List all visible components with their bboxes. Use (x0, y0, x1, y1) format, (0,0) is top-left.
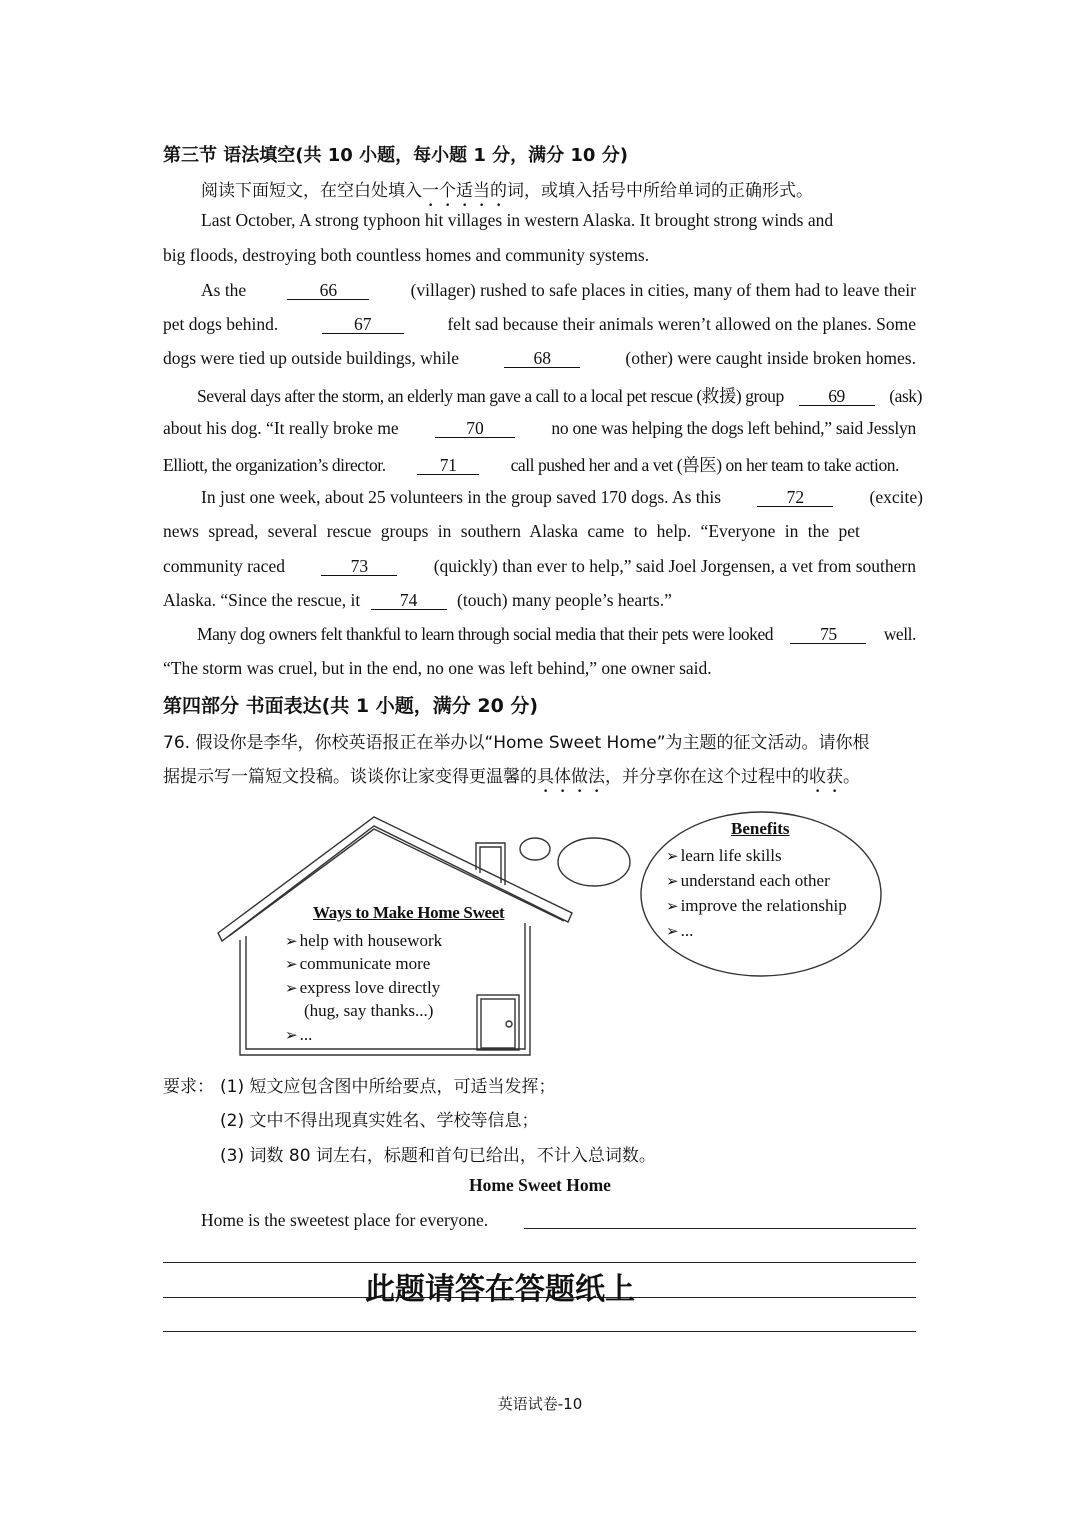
requirement-item: (1) 短文应包含图中所给要点，可适当发挥； (220, 1077, 556, 1097)
p3-text: Elliott, the organization’s director. (163, 455, 386, 475)
house-item-text: ... (299, 1025, 313, 1044)
p4-text: (touch) many people’s hearts.” (457, 590, 672, 610)
page-footer: 英语试卷-10 (497, 1395, 583, 1413)
bubble-item-text: learn life skills (680, 846, 782, 865)
essay-first-sentence: Home is the sweetest place for everyone. (201, 1210, 489, 1230)
p3-text: no one was helping the dogs left behind,” said Jesslyn (551, 418, 916, 438)
arrow-icon: ➢ (285, 1028, 298, 1044)
q-text: 据提示写一篇短文投稿。谈谈你让家变得更温馨的 (163, 767, 537, 787)
blank-75[interactable]: 75 (790, 625, 866, 644)
p1-text-1: Last October, A strong typhoon hit villages in western Alaska. It brought strong winds and (201, 210, 834, 230)
bubble-item-text: improve the relationship (680, 896, 847, 915)
arrow-icon: ➢ (285, 934, 298, 950)
house-item (285, 931, 442, 951)
writing-line[interactable] (524, 1228, 916, 1229)
q-text: ，并分享你在这个过程中的 (605, 767, 809, 787)
arrow-icon: ➢ (666, 874, 679, 890)
essay-title: Home Sweet Home (469, 1175, 611, 1195)
p4-text: In just one week, about 25 volunteers in the group saved 170 dogs. As this (201, 487, 722, 507)
arrow-icon: ➢ (666, 924, 679, 940)
blank-68[interactable]: 68 (504, 349, 580, 368)
writing-line[interactable] (163, 1262, 916, 1263)
door-inner (481, 999, 515, 1048)
arrow-icon: ➢ (285, 981, 298, 997)
requirement-item: (2) 文中不得出现真实姓名、学校等信息； (220, 1111, 539, 1131)
p1-line2: big floods, destroying both countless homes and community systems. (163, 245, 650, 265)
blank-66[interactable]: 66 (287, 281, 369, 300)
q-emphasis: 收获 (809, 767, 843, 787)
p2-text: pet dogs behind. (163, 314, 279, 334)
p3-text: call pushed her and a vet (兽医) on her team to take action. (510, 455, 899, 475)
instruction-emphasis: 一个适当的 (422, 181, 507, 201)
p2-text: (villager) rushed to safe places in cities, many of them had to leave their (410, 280, 916, 300)
q-text: 。 (843, 767, 860, 787)
p4-text: news spread, several rescue groups in southern Alaska came to help. “Everyone in the pet (163, 521, 860, 541)
arrow-icon: ➢ (666, 849, 679, 865)
p4-text: Alaska. “Since the rescue, it (163, 590, 361, 610)
house-item-text: communicate more (299, 954, 431, 973)
p2-text: (other) were caught inside broken homes. (625, 348, 916, 368)
bubble-item (666, 896, 847, 916)
p5-text: well. (883, 624, 916, 644)
blank-73[interactable]: 73 (321, 557, 397, 576)
door-knob (506, 1021, 512, 1027)
p5-text: Many dog owners felt thankful to learn through social media that their pets were looked (197, 624, 774, 644)
p4-text: (excite) (869, 487, 923, 507)
house-title: Ways to Make Home Sweet (313, 903, 505, 922)
requirement-item: (3) 词数 80 词左右，标题和首句已给出，不计入总词数。 (220, 1146, 656, 1166)
p4-text: (quickly) than ever to help,” said Joel Jorgensen, a vet from southern (433, 556, 916, 576)
instruction-text-b: 词，或填入括号中所给单词的正确形式。 (507, 181, 813, 201)
arrow-icon: ➢ (285, 957, 298, 973)
p3-text: (ask) (889, 386, 922, 406)
house-item (285, 1025, 312, 1045)
blank-71[interactable]: 71 (417, 456, 479, 475)
thought-bubble-small (520, 838, 550, 860)
thought-bubble-medium (558, 838, 630, 886)
bubble-item (666, 921, 693, 941)
house-item-text: express love directly (299, 978, 441, 997)
writing-line[interactable] (163, 1331, 916, 1332)
instruction-text-a: 阅读下面短文，在空白处填入 (201, 181, 422, 201)
blank-74[interactable]: 74 (371, 591, 447, 610)
p4-text: community raced (163, 556, 285, 576)
p5-line2: “The storm was cruel, but in the end, no one was left behind,” one owner said. (163, 658, 712, 678)
section3-heading: 第三节 语法填空(共 10 小题，每小题 1 分，满分 10 分) (163, 145, 628, 166)
blank-67[interactable]: 67 (322, 315, 404, 334)
p2-text: dogs were tied up outside buildings, while (163, 348, 460, 368)
house-item-text: help with housework (299, 931, 443, 950)
arrow-icon: ➢ (666, 899, 679, 915)
requirements-label: 要求： (163, 1077, 214, 1097)
p2-text: felt sad because their animals weren’t allowed on the planes. Some (447, 314, 916, 334)
blank-70[interactable]: 70 (435, 419, 515, 438)
bubble-item (666, 871, 830, 891)
p3-text: about his dog. “It really broke me (163, 418, 399, 438)
house-item (285, 954, 430, 974)
house-item-sub: (hug, say thanks...) (304, 1001, 434, 1020)
door (477, 995, 519, 1050)
bubble-item-text: understand each other (680, 871, 830, 890)
part4-heading: 第四部分 书面表达(共 1 小题，满分 20 分) (163, 695, 539, 717)
bubble-item-text: ... (680, 921, 694, 940)
p2-text: As the (201, 280, 247, 300)
q-emphasis: 具体做法 (537, 767, 605, 787)
bubble-title: Benefits (731, 819, 790, 838)
blank-69[interactable]: 69 (799, 387, 875, 406)
p3-text: Several days after the storm, an elderly man gave a call to a local pet rescue (救援) group (197, 386, 784, 406)
part4-question-line1: 76. 假设你是李华，你校英语报正在举办以“Home Sweet Home”为主题的征文活动。请你根 (163, 733, 870, 753)
blank-72[interactable]: 72 (757, 488, 833, 507)
answer-on-sheet-note: 此题请答在答题纸上 (365, 1272, 635, 1307)
bubble-item (666, 846, 782, 866)
house-item (285, 978, 440, 998)
